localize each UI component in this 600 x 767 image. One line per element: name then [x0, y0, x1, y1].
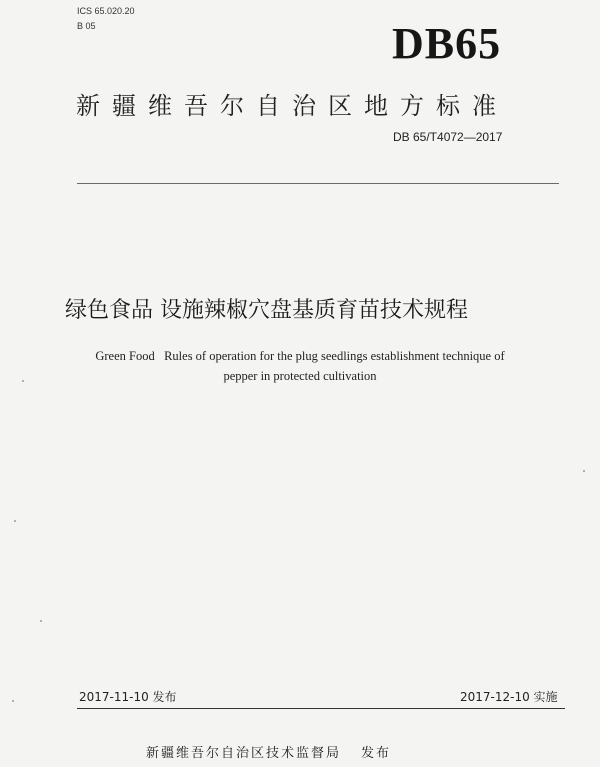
- ics-code: ICS 65.020.20: [77, 6, 135, 16]
- issuer-name: 新疆维吾尔自治区技术监督局: [146, 746, 342, 761]
- title-english: [0, 346, 600, 386]
- header-divider: [77, 183, 559, 184]
- footer-divider: [77, 708, 565, 709]
- publish-date: 2017-11-10 发布: [79, 690, 177, 704]
- ccs-code: B 05: [77, 21, 96, 31]
- scan-speck: [583, 470, 585, 472]
- standard-number: DB 65/T4072—2017: [393, 130, 503, 144]
- scan-speck: [14, 520, 16, 522]
- issuer-line: [146, 742, 391, 761]
- issuer-action: 发布: [361, 746, 392, 761]
- scan-speck: [12, 700, 14, 702]
- standard-type: 新疆维吾尔自治区地方标准: [76, 92, 508, 120]
- title-english-line1: Green Food Rules of operation for the plug seedlings establishment technique of: [95, 349, 505, 363]
- scan-speck: [40, 620, 42, 622]
- implementation-date: 2017-12-10 实施: [460, 690, 558, 704]
- standard-logo: DB65: [392, 19, 502, 68]
- scan-speck: [22, 380, 24, 382]
- title-chinese: 绿色食品 设施辣椒穴盘基质育苗技术规程: [65, 298, 468, 323]
- title-english-line2: pepper in protected cultivation: [223, 369, 377, 383]
